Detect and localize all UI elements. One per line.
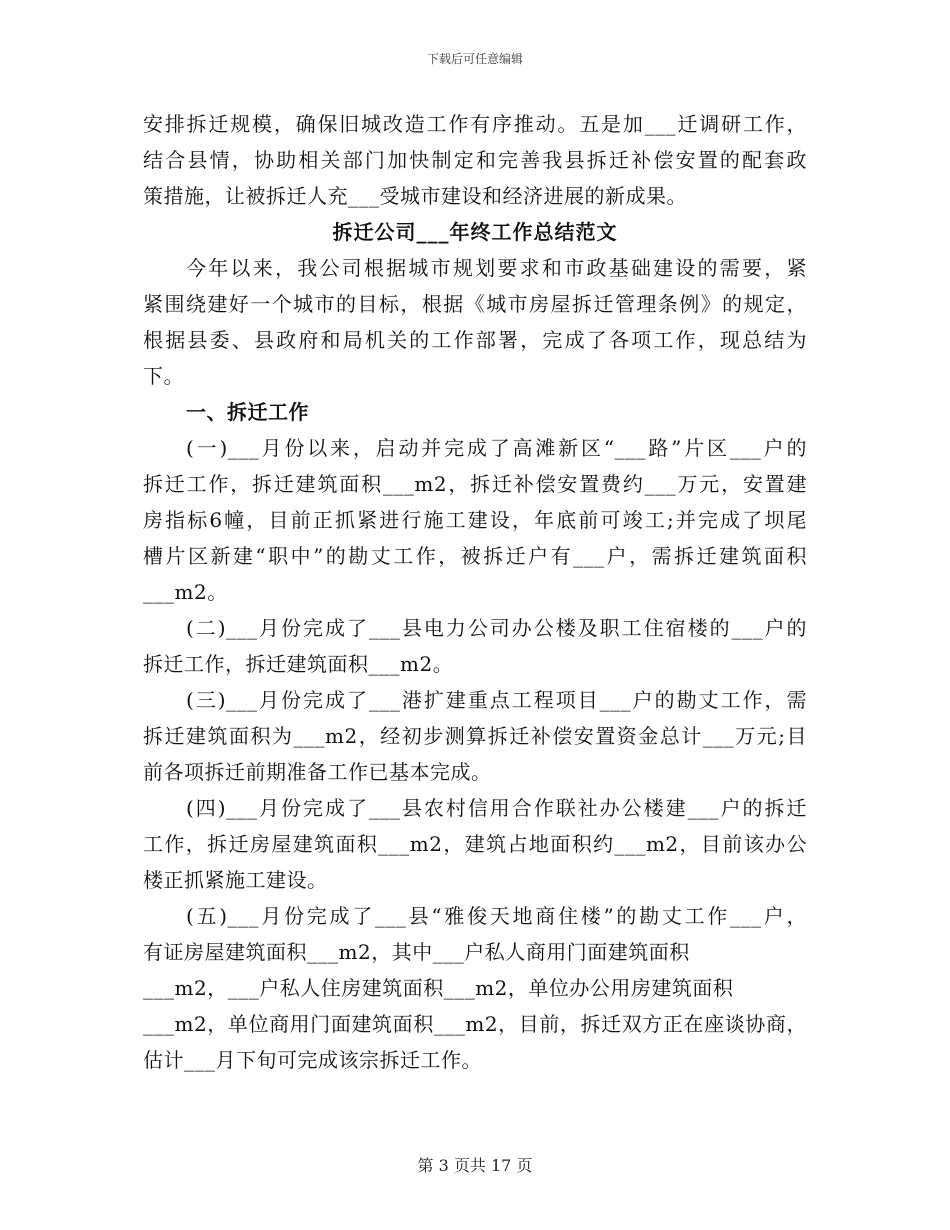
text-line: ___m2。 — [143, 580, 228, 604]
text-line: 槽片区新建“职中”的勘丈工作，被拆迁户有___户，需拆迁建筑面积 — [143, 544, 807, 568]
page-footer: 第 3 页共 17 页 — [417, 1156, 533, 1175]
page-header: 下载后可任意编辑 — [426, 52, 523, 66]
text-line: 拆迁建筑面积为___m2，经初步测算拆迁补偿安置资金总计___万元;目 — [143, 724, 807, 748]
text-line: (三)___月份完成了___港扩建重点工程项目___户的勘丈工作，需 — [186, 688, 807, 712]
document-body — [143, 106, 807, 1078]
text-line: 紧围绕建好一个城市的目标，根据《城市房屋拆迁管理条例》的规定， — [143, 292, 807, 316]
text-line: ___m2，单位商用门面建筑面积___m2，目前，拆迁双方正在座谈协商， — [143, 1012, 807, 1036]
text-line: (二)___月份完成了___县电力公司办公楼及职工住宿楼的___户的 — [186, 616, 807, 640]
text-line: 房指标6幢，目前正抓紧进行施工建设，年底前可竣工;并完成了坝尾 — [143, 508, 807, 532]
text-line: 策措施，让被拆迁人充___受城市建设和经济进展的新成果。 — [143, 184, 687, 208]
text-line: 工作，拆迁房屋建筑面积___m2，建筑占地面积约___m2，目前该办公 — [143, 832, 807, 856]
text-line: (五)___月份完成了___县“雅俊天地商住楼”的勘丈工作___户， — [186, 904, 807, 928]
text-line: 结合县情，协助相关部门加快制定和完善我县拆迁补偿安置的配套政 — [143, 148, 807, 172]
text-line: 拆迁工作，拆迁建筑面积___m2，拆迁补偿安置费约___万元，安置建 — [143, 472, 807, 496]
text-line: (四)___月份完成了___县农村信用合作联社办公楼建___户的拆迁 — [186, 796, 807, 820]
text-line: 今年以来，我公司根据城市规划要求和市政基础建设的需要，紧 — [186, 256, 807, 280]
text-line: 根据县委、县政府和局机关的工作部署，完成了各项工作，现总结为 — [143, 328, 807, 352]
text-line: 估计___月下旬可完成该宗拆迁工作。 — [143, 1048, 482, 1072]
text-line: (一)___月份以来，启动并完成了高滩新区“___路”片区___户的 — [186, 436, 807, 460]
text-line: 安排拆迁规模，确保旧城改造工作有序推动。五是加___迁调研工作， — [143, 112, 807, 136]
section-heading: 一、拆迁工作 — [186, 400, 309, 424]
text-line: 有证房屋建筑面积___m2，其中___户私人商用门面建筑面积 — [143, 940, 690, 964]
section-title: 拆迁公司___年终工作总结范文 — [332, 220, 618, 244]
text-line: 下。 — [143, 364, 184, 388]
text-line: 楼正抓紧施工建设。 — [143, 868, 328, 892]
text-line: ___m2，___户私人住房建筑面积___m2，单位办公用房建筑面积 — [143, 976, 734, 1000]
text-line: 前各项拆迁前期准备工作已基本完成。 — [143, 760, 492, 784]
text-line: 拆迁工作，拆迁建筑面积___m2。 — [143, 652, 454, 676]
